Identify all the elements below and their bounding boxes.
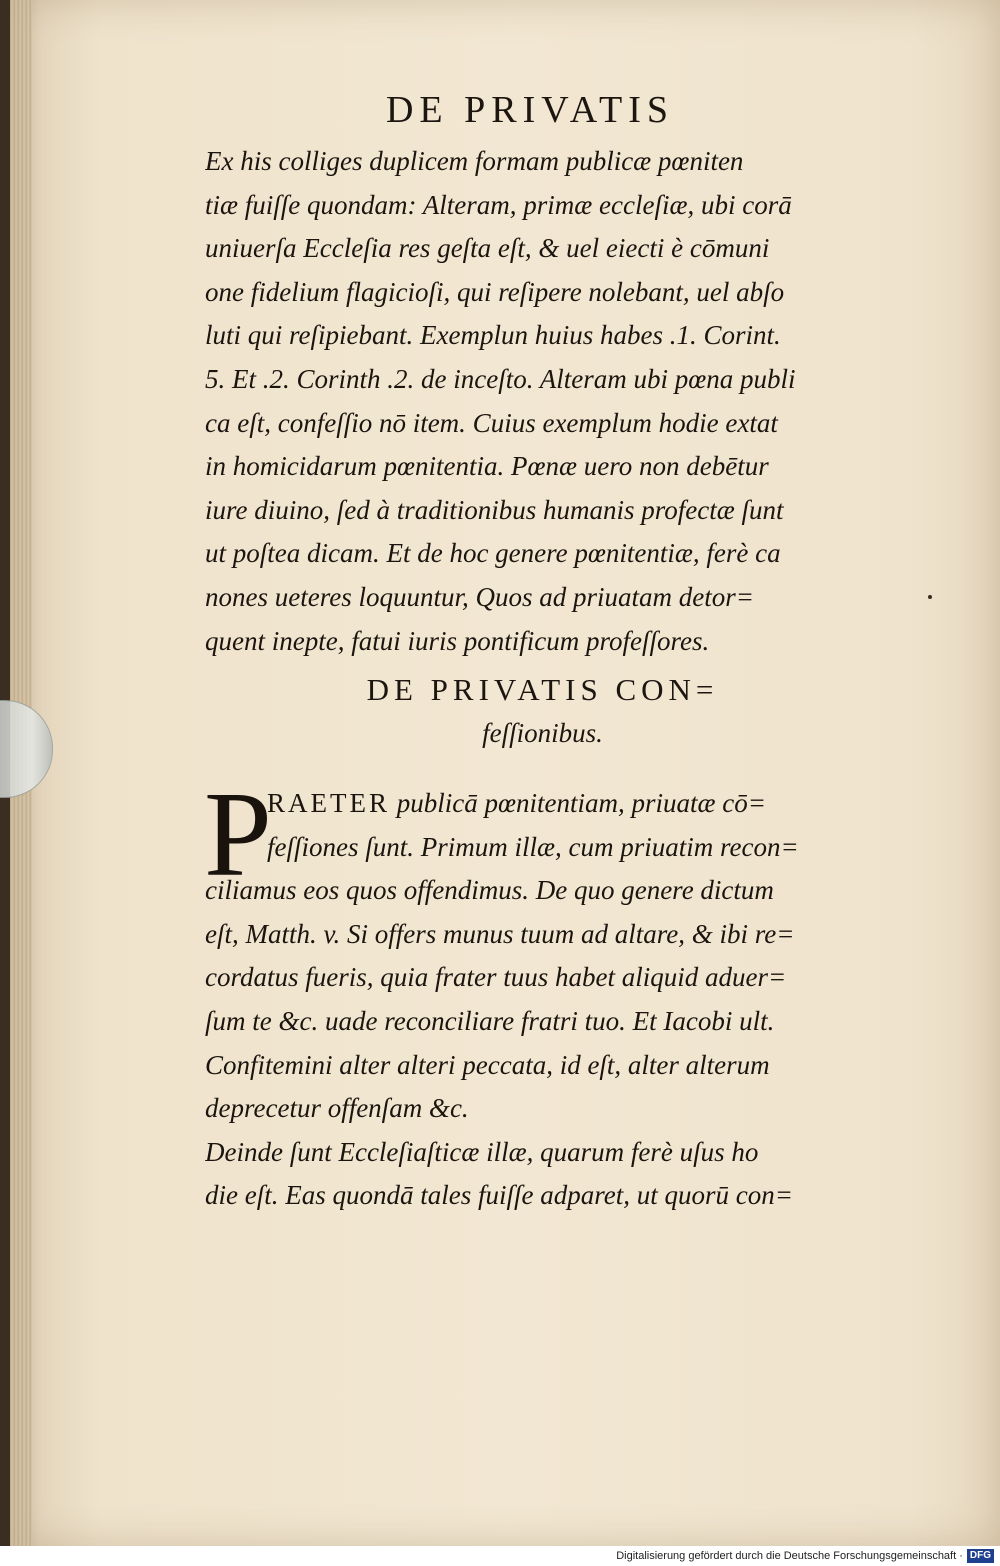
text-line: ſum te &c. uade reconciliare fratri tuo. Et Iacobi ult. [205,1005,775,1036]
text-line: one fidelium flagicioſi, qui reſipere nolebant, uel abſo [205,276,785,307]
text-line: luti qui reſipiebant. Exemplun huius habes .1. Corint. [205,320,781,351]
text-line: eſt, Matth. v. Si offers munus tuum ad altare, & ibi re= [205,918,795,949]
text-line: in homicidarum pœnitentia. Pœnæ uero non debētur [205,451,769,482]
text-line: Ex his colliges duplicem formam publicæ pœniten [205,146,744,176]
text-line: ciliamus eos quos offendimus. De quo genere dictum [205,875,774,906]
section-title: DE PRIVATIS CON= [366,672,719,707]
text-line: quent inepte, fatui iuris pontificum profeſſores. [205,625,710,656]
text-line: Confitemini alter alteri peccata, id eſt, alter alterum [205,1049,770,1080]
footer-credit: Digitalisierung gefördert durch die Deutsche Forschungsgemeinschaft · [616,1550,963,1563]
text-line: iure diuino, ſed à traditionibus humanis profectæ ſunt [205,494,784,525]
text-line: 5. Et .2. Corinth .2. de inceſto. Alteram ubi pœna publi [205,363,796,394]
text-line: feſſiones ſunt. Primum illæ, cum priuatim recon= [267,831,799,862]
paragraph-1 [205,140,880,663]
ink-speck [928,595,932,599]
text-line-rest: publicā pœnitentiam, priuatæ cō= [390,788,766,818]
text-line: deprecetur offenſam &c. [205,1093,469,1124]
paragraph-2 [204,767,880,1218]
text-line [205,782,880,826]
drop-cap: P [204,767,272,902]
text-line: ut poſtea dicam. Et de hoc genere pœnitentiæ, ferè ca [205,538,781,569]
text-line: die eſt. Eas quondā tales fuiſſe adparet, ut quorū con= [205,1180,793,1211]
text-line: ca eſt, confeſſio nō item. Cuius exemplum hodie extat [205,407,778,438]
text-line: uniuerſa Eccleſia res geſta eſt, & uel eiecti è cōmuni [205,233,770,264]
lead-caps: RAETER [267,788,390,818]
text-line: tiæ fuiſſe quondam: Alteram, primæ eccleſiæ, ubi corā [205,189,792,220]
dfg-logo: DFG [967,1549,994,1563]
running-head: DE PRIVATIS [385,89,675,131]
footer-bar [0,1546,1000,1566]
text-line: cordatus fueris, quia frater tuus habet aliquid aduer= [205,962,787,993]
text-line: Deinde ſunt Eccleſiaſticæ illæ, quarum ferè uſus ho [205,1136,759,1167]
text-line: nones ueteres loquuntur, Quos ad priuatam detor= [205,581,754,612]
section-title-continuation: feſſionibus. [482,718,603,748]
